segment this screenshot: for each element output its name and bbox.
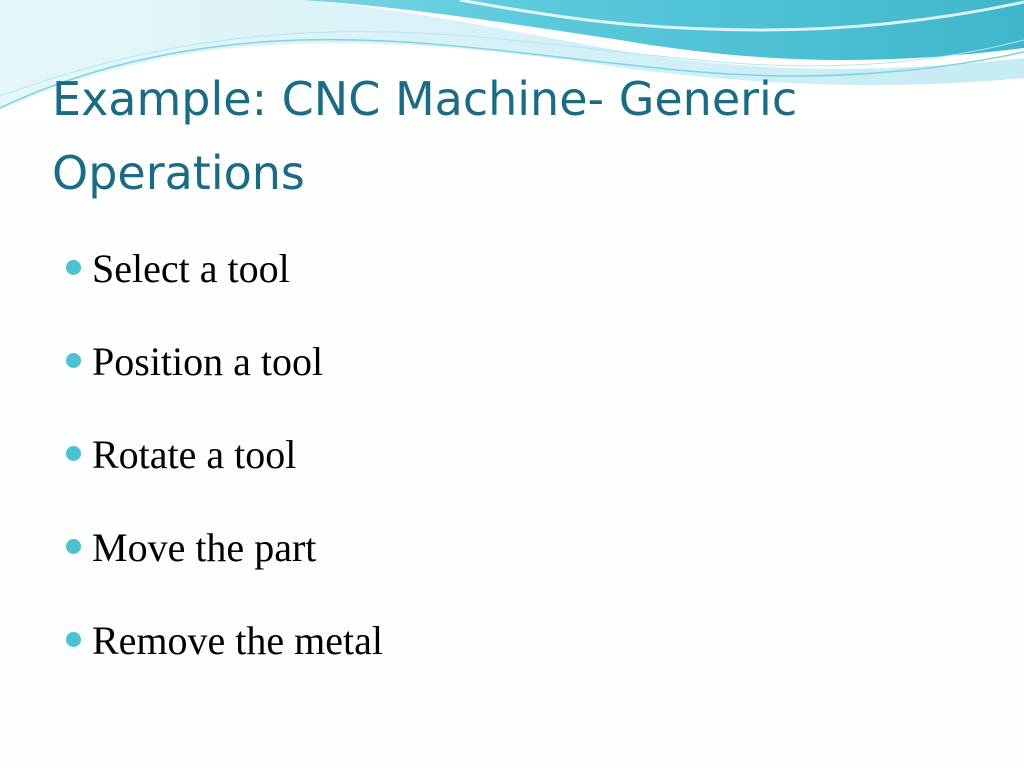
bullet-item-move-part xyxy=(62,517,383,610)
title-line-2: Operations xyxy=(52,146,305,200)
bullet-dot-icon xyxy=(66,353,81,368)
bullet-text: Select a tool xyxy=(92,246,290,291)
title-line-1: Example: CNC Machine- Generic xyxy=(52,72,798,126)
bullet-item-remove-metal xyxy=(62,610,383,703)
slide-title xyxy=(52,62,952,210)
bullet-item-select-tool xyxy=(62,238,383,331)
bullet-dot-icon xyxy=(66,446,81,461)
bullet-dot-icon xyxy=(66,260,81,275)
bullet-text: Rotate a tool xyxy=(92,432,297,477)
bullet-dot-icon xyxy=(66,632,81,647)
bullet-list xyxy=(62,238,383,703)
bullet-item-position-tool xyxy=(62,331,383,424)
bullet-dot-icon xyxy=(66,539,81,554)
bullet-text: Position a tool xyxy=(92,339,324,384)
bullet-text: Move the part xyxy=(92,525,317,570)
bullet-item-rotate-tool xyxy=(62,424,383,517)
bullet-text: Remove the metal xyxy=(92,618,384,663)
